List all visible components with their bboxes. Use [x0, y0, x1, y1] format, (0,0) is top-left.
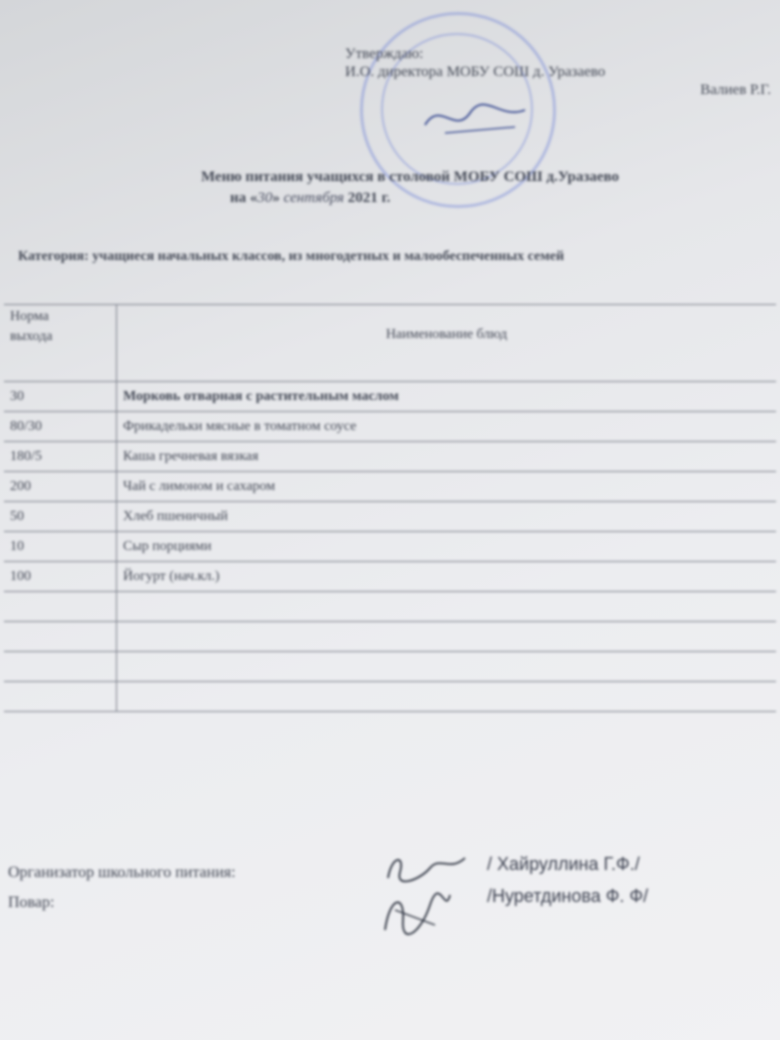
- row-norm: 200: [4, 472, 117, 502]
- approve-line-2: И.О. директора МОБУ СОШ д. Уразаево: [345, 64, 606, 80]
- row-norm: 10: [4, 532, 117, 562]
- row-norm: 50: [4, 502, 117, 532]
- approve-line-3: Валиев Р.Г.: [700, 82, 771, 98]
- column-norm-header: [4, 305, 117, 382]
- date-year: 2021 г.: [347, 190, 391, 206]
- row-dish: Фрикадельки мясные в томатном соусе: [117, 412, 777, 442]
- row-dish: [117, 622, 777, 652]
- row-norm: [4, 622, 117, 652]
- table-row: [4, 682, 776, 712]
- signature-labels: [8, 858, 236, 918]
- table-row: [4, 442, 776, 472]
- table-row: [4, 622, 776, 652]
- row-dish: Йогурт (нач.кл.): [117, 562, 777, 592]
- row-norm: 100: [4, 562, 117, 592]
- row-dish: [117, 682, 777, 712]
- date-month: сентября: [283, 190, 345, 206]
- date-mid: »: [272, 190, 280, 206]
- director-signature: [420, 95, 530, 140]
- table-row: [4, 562, 776, 592]
- row-norm: [4, 682, 117, 712]
- table-row: [4, 532, 776, 562]
- table-row: [4, 472, 776, 502]
- menu-table: [4, 304, 776, 712]
- menu-title: Меню питания учащихся в столовой МОБУ СОШ д.Уразаево: [200, 169, 620, 185]
- row-norm: [4, 592, 117, 622]
- table-row: [4, 382, 776, 412]
- row-norm: [4, 652, 117, 682]
- cook-name: /Нуретдинова Ф. Ф/: [487, 886, 649, 906]
- menu-date: [230, 190, 390, 207]
- table-row: [4, 592, 776, 622]
- row-dish: Чай с лимоном и сахаром: [117, 472, 777, 502]
- norm-header-line-1: Норма: [10, 309, 49, 324]
- approval-block: [345, 45, 775, 99]
- row-dish: Сыр порциями: [117, 532, 777, 562]
- row-dish: [117, 652, 777, 682]
- table-row: [4, 652, 776, 682]
- row-norm: 80/30: [4, 412, 117, 442]
- organizer-label: Организатор школьного питания:: [8, 864, 236, 881]
- organizer-signature: [380, 850, 470, 885]
- table-header-row: [4, 305, 776, 382]
- norm-header-line-2: выхода: [10, 329, 53, 344]
- column-name-header: Наименование блюд: [117, 305, 777, 382]
- row-norm: 30: [4, 382, 117, 412]
- row-dish: [117, 592, 777, 622]
- table-row: [4, 502, 776, 532]
- cook-label: Повар:: [8, 894, 55, 911]
- signature-names: [487, 848, 648, 912]
- row-dish: Каша гречневая вязкая: [117, 442, 777, 472]
- date-prefix: на «: [230, 190, 258, 206]
- student-category: Категория: учащиеся начальных классов, из многодетных и малообеспеченных семей: [18, 249, 565, 264]
- date-day: 30: [257, 190, 273, 206]
- row-norm: 180/5: [4, 442, 117, 472]
- table-row: [4, 412, 776, 442]
- row-dish: Хлеб пшеничный: [117, 502, 777, 532]
- approve-line-1: Утверждаю:: [345, 46, 424, 62]
- row-dish: Морковь отварная с растительным маслом: [117, 382, 777, 412]
- organizer-name: / Хайруллина Г.Ф./: [487, 854, 640, 874]
- cook-signature: [375, 885, 455, 940]
